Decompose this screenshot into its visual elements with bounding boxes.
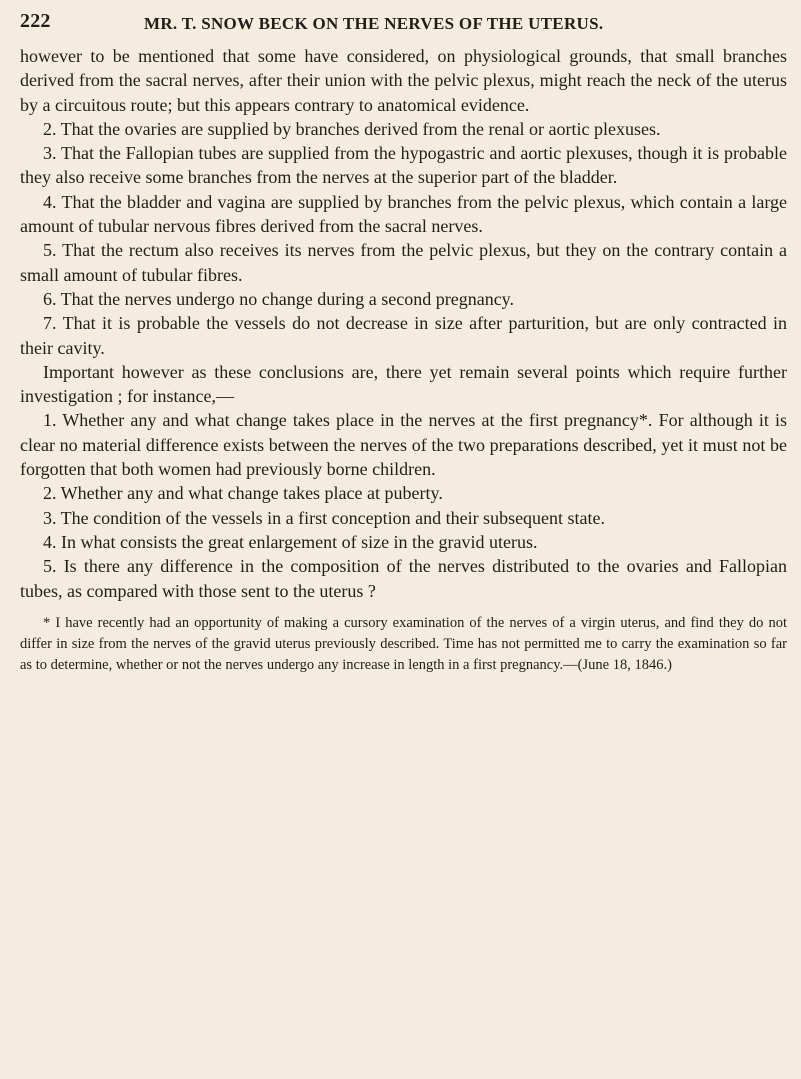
running-head: MR. T. SNOW BECK ON THE NERVES OF THE UTERUS. [144, 14, 604, 33]
page-number: 222 [20, 10, 51, 32]
conclusion-5: 5. That the rectum also receives its nerves from the pelvic plexus, but they on the contrary contain a small amount of tubular fibres. [20, 240, 787, 285]
conclusion-6: 6. That the nerves undergo no change during a second pregnancy. [43, 288, 515, 309]
question-4: 4. In what consists the great enlargement of size in the gravid uterus. [43, 531, 538, 552]
footnote-section [20, 613, 787, 676]
question-1: 1. Whether any and what change takes place in the nerves at the first pregnancy*. For although it is clear no material difference exists between the nerves of the two preparations described, yet it must not be forgotten that both women had previously borne children. [20, 410, 787, 480]
conclusion-4: 4. That the bladder and vagina are supplied by branches from the pelvic plexus, which contain a large amount of tubular nervous fibres derived from the sacral nerves. [20, 191, 787, 237]
page-header [20, 10, 787, 36]
further-investigation-intro: Important however as these conclusions are, there yet remain several points which require further investigation ; for instance,— [20, 361, 787, 407]
page [20, 10, 787, 676]
body-text [20, 44, 787, 603]
paragraph-continuation: however to be mentioned that some have considered, on physiological grounds, that small branches derived from the sacral nerves, after their union with the pelvic plexus, might reach the neck of the uterus by a circuitous route; but this appears contrary to anatomical evidence. [20, 46, 787, 115]
conclusion-7: 7. That it is probable the vessels do not decrease in size after parturition, but are only contracted in their cavity. [20, 313, 787, 358]
question-2: 2. Whether any and what change takes place at puberty. [43, 483, 443, 504]
conclusion-2: 2. That the ovaries are supplied by branches derived from the renal or aortic plexuses. [43, 118, 661, 139]
footnote: * I have recently had an opportunity of making a cursory examination of the nerves of a virgin uterus, and find they do not differ in size from the nerves of the gravid uterus previously described. Time has not permitted me to carry the examination so far as to determine, whether or not the nerves undergo any increase in length in a first pregnancy.—(June 18, 1846.) [20, 614, 787, 673]
conclusion-3: 3. That the Fallopian tubes are supplied from the hypogastric and aortic plexuses, though it is probable they also receive some branches from the nerves at the superior part of the bladder. [20, 143, 787, 188]
question-3: 3. The condition of the vessels in a first conception and their subsequent state. [43, 507, 606, 528]
question-5: 5. Is there any difference in the composition of the nerves distributed to the ovaries and Fallopian tubes, as compared with those sent to the uterus ? [20, 556, 787, 601]
